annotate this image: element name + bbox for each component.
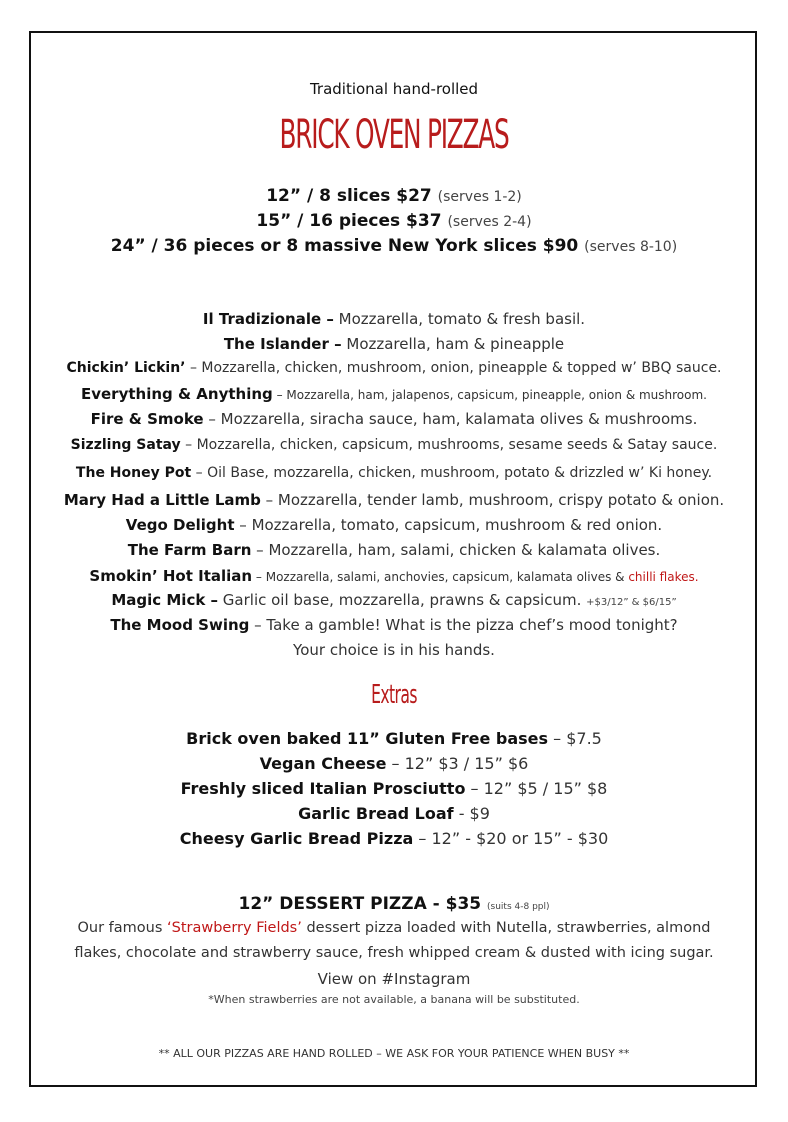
size-label: 12” / 8 slices $27 — [266, 186, 432, 206]
dessert-desc — [0, 920, 788, 936]
pizza-item — [0, 437, 788, 453]
pizza-desc: – Mozzarella, salami, anchovies, capsicum, kalamata olives & — [252, 570, 629, 584]
pizza-name: Everything & Anything — [80, 385, 273, 403]
pizza-surcharge: +$3/12” & $6/15” — [586, 597, 677, 608]
pizza-desc: Garlic oil base, mozzarella, prawns & capsicum. — [218, 591, 587, 609]
extra-name: Freshly sliced Italian Prosciutto — [180, 779, 466, 798]
size-note: (serves 8-10) — [584, 239, 678, 255]
extra-item — [0, 829, 788, 848]
size-option — [0, 236, 788, 256]
pizza-item — [0, 465, 788, 481]
pizza-desc-continued: Your choice is in his hands. — [293, 641, 495, 659]
size-note: (serves 1-2) — [437, 189, 522, 205]
size-label: 24” / 36 pieces or 8 massive New York slices $90 — [110, 236, 579, 256]
extra-item — [0, 779, 788, 798]
pizza-desc: – Take a gamble! What is the pizza chef’s mood tonight? — [249, 616, 678, 634]
pizza-item — [0, 516, 788, 534]
pizza-desc: – Mozzarella, tender lamb, mushroom, crispy potato & onion. — [260, 491, 725, 509]
dessert-title-text: 12” DESSERT PIZZA - $35 — [238, 894, 482, 914]
extra-item — [0, 804, 788, 823]
pizza-name: The Mood Swing — [110, 616, 250, 634]
dessert-footnote: *When strawberries are not available, a banana will be substituted. — [208, 993, 580, 1006]
pizza-desc: – Mozzarella, ham, jalapenos, capsicum, pineapple, onion & mushroom. — [272, 388, 707, 402]
pizza-desc: – Mozzarella, chicken, capsicum, mushrooms, sesame seeds & Satay sauce. — [180, 437, 718, 453]
pizza-name: Vego Delight — [125, 516, 235, 534]
pizza-item — [0, 567, 788, 585]
pizza-item — [0, 385, 788, 403]
pizza-name: Magic Mick – — [111, 591, 219, 609]
dessert-desc-post: dessert pizza loaded with Nutella, strawberries, almond — [301, 920, 711, 936]
extra-name: Brick oven baked 11” Gluten Free bases — [186, 729, 549, 748]
dessert-title — [0, 894, 788, 914]
pizza-desc: – Mozzarella, tomato, capsicum, mushroom & red onion. — [234, 516, 663, 534]
pizza-name: Il Tradizionale – — [202, 310, 334, 328]
extra-price: – 12” $5 / 15” $8 — [465, 779, 608, 798]
pizza-name: The Honey Pot — [75, 465, 192, 481]
pizza-item — [0, 310, 788, 328]
extra-name: Vegan Cheese — [259, 754, 387, 773]
pizza-item — [0, 360, 788, 376]
pizza-item — [0, 616, 788, 634]
extra-price: – 12” $3 / 15” $6 — [386, 754, 529, 773]
pizza-desc: Mozzarella, ham & pineapple — [341, 335, 565, 353]
dessert-highlight: ‘Strawberry Fields’ — [167, 920, 302, 936]
pizza-desc: – Mozzarella, chicken, mushroom, onion, pineapple & topped w’ BBQ sauce. — [185, 360, 722, 376]
extras-title: Extras — [371, 680, 417, 710]
pizza-name: Fire & Smoke — [90, 410, 204, 428]
extra-item — [0, 754, 788, 773]
pizza-name: The Islander – — [223, 335, 342, 353]
pizza-item — [0, 541, 788, 559]
dessert-desc-line2: flakes, chocolate and strawberry sauce, fresh whipped cream & dusted with icing sugar. — [74, 945, 714, 961]
pizza-desc: – Oil Base, mozzarella, chicken, mushroom, potato & drizzled w’ Ki honey. — [191, 465, 713, 481]
pizza-name: Mary Had a Little Lamb — [63, 491, 261, 509]
extra-name: Cheesy Garlic Bread Pizza — [179, 829, 414, 848]
dessert-note: (suits 4-8 ppl) — [487, 902, 550, 912]
size-label: 15” / 16 pieces $37 — [256, 211, 442, 231]
extra-price: – $7.5 — [548, 729, 602, 748]
extra-price: – 12” - $20 or 15” - $30 — [413, 829, 609, 848]
pizza-desc: – Mozzarella, siracha sauce, ham, kalamata olives & mushrooms. — [203, 410, 698, 428]
dessert-desc-pre: Our famous — [77, 920, 168, 936]
menu-subtitle: Traditional hand-rolled — [309, 80, 479, 98]
pizza-name: Smokin’ Hot Italian — [89, 567, 253, 585]
size-option — [0, 211, 788, 231]
extra-name: Garlic Bread Loaf — [298, 804, 454, 823]
pizza-name: The Farm Barn — [127, 541, 252, 559]
pizza-desc: Mozzarella, tomato & fresh basil. — [333, 310, 586, 328]
size-option — [0, 186, 788, 206]
menu-title: BRICK OVEN PIZZAS — [279, 112, 509, 158]
instagram-link[interactable]: View on #Instagram — [317, 970, 471, 988]
footer-notice: ** ALL OUR PIZZAS ARE HAND ROLLED – WE ASK FOR YOUR PATIENCE WHEN BUSY ** — [158, 1047, 630, 1060]
pizza-highlight: chilli flakes. — [628, 570, 699, 584]
pizza-desc: – Mozzarella, ham, salami, chicken & kalamata olives. — [251, 541, 661, 559]
pizza-item — [0, 335, 788, 353]
size-note: (serves 2-4) — [447, 214, 532, 230]
extra-price: - $9 — [453, 804, 490, 823]
extra-item — [0, 729, 788, 748]
pizza-name: Sizzling Satay — [70, 437, 181, 453]
pizza-item — [0, 491, 788, 509]
pizza-name: Chickin’ Lickin’ — [66, 360, 186, 376]
pizza-item — [0, 410, 788, 428]
pizza-item — [0, 591, 788, 609]
